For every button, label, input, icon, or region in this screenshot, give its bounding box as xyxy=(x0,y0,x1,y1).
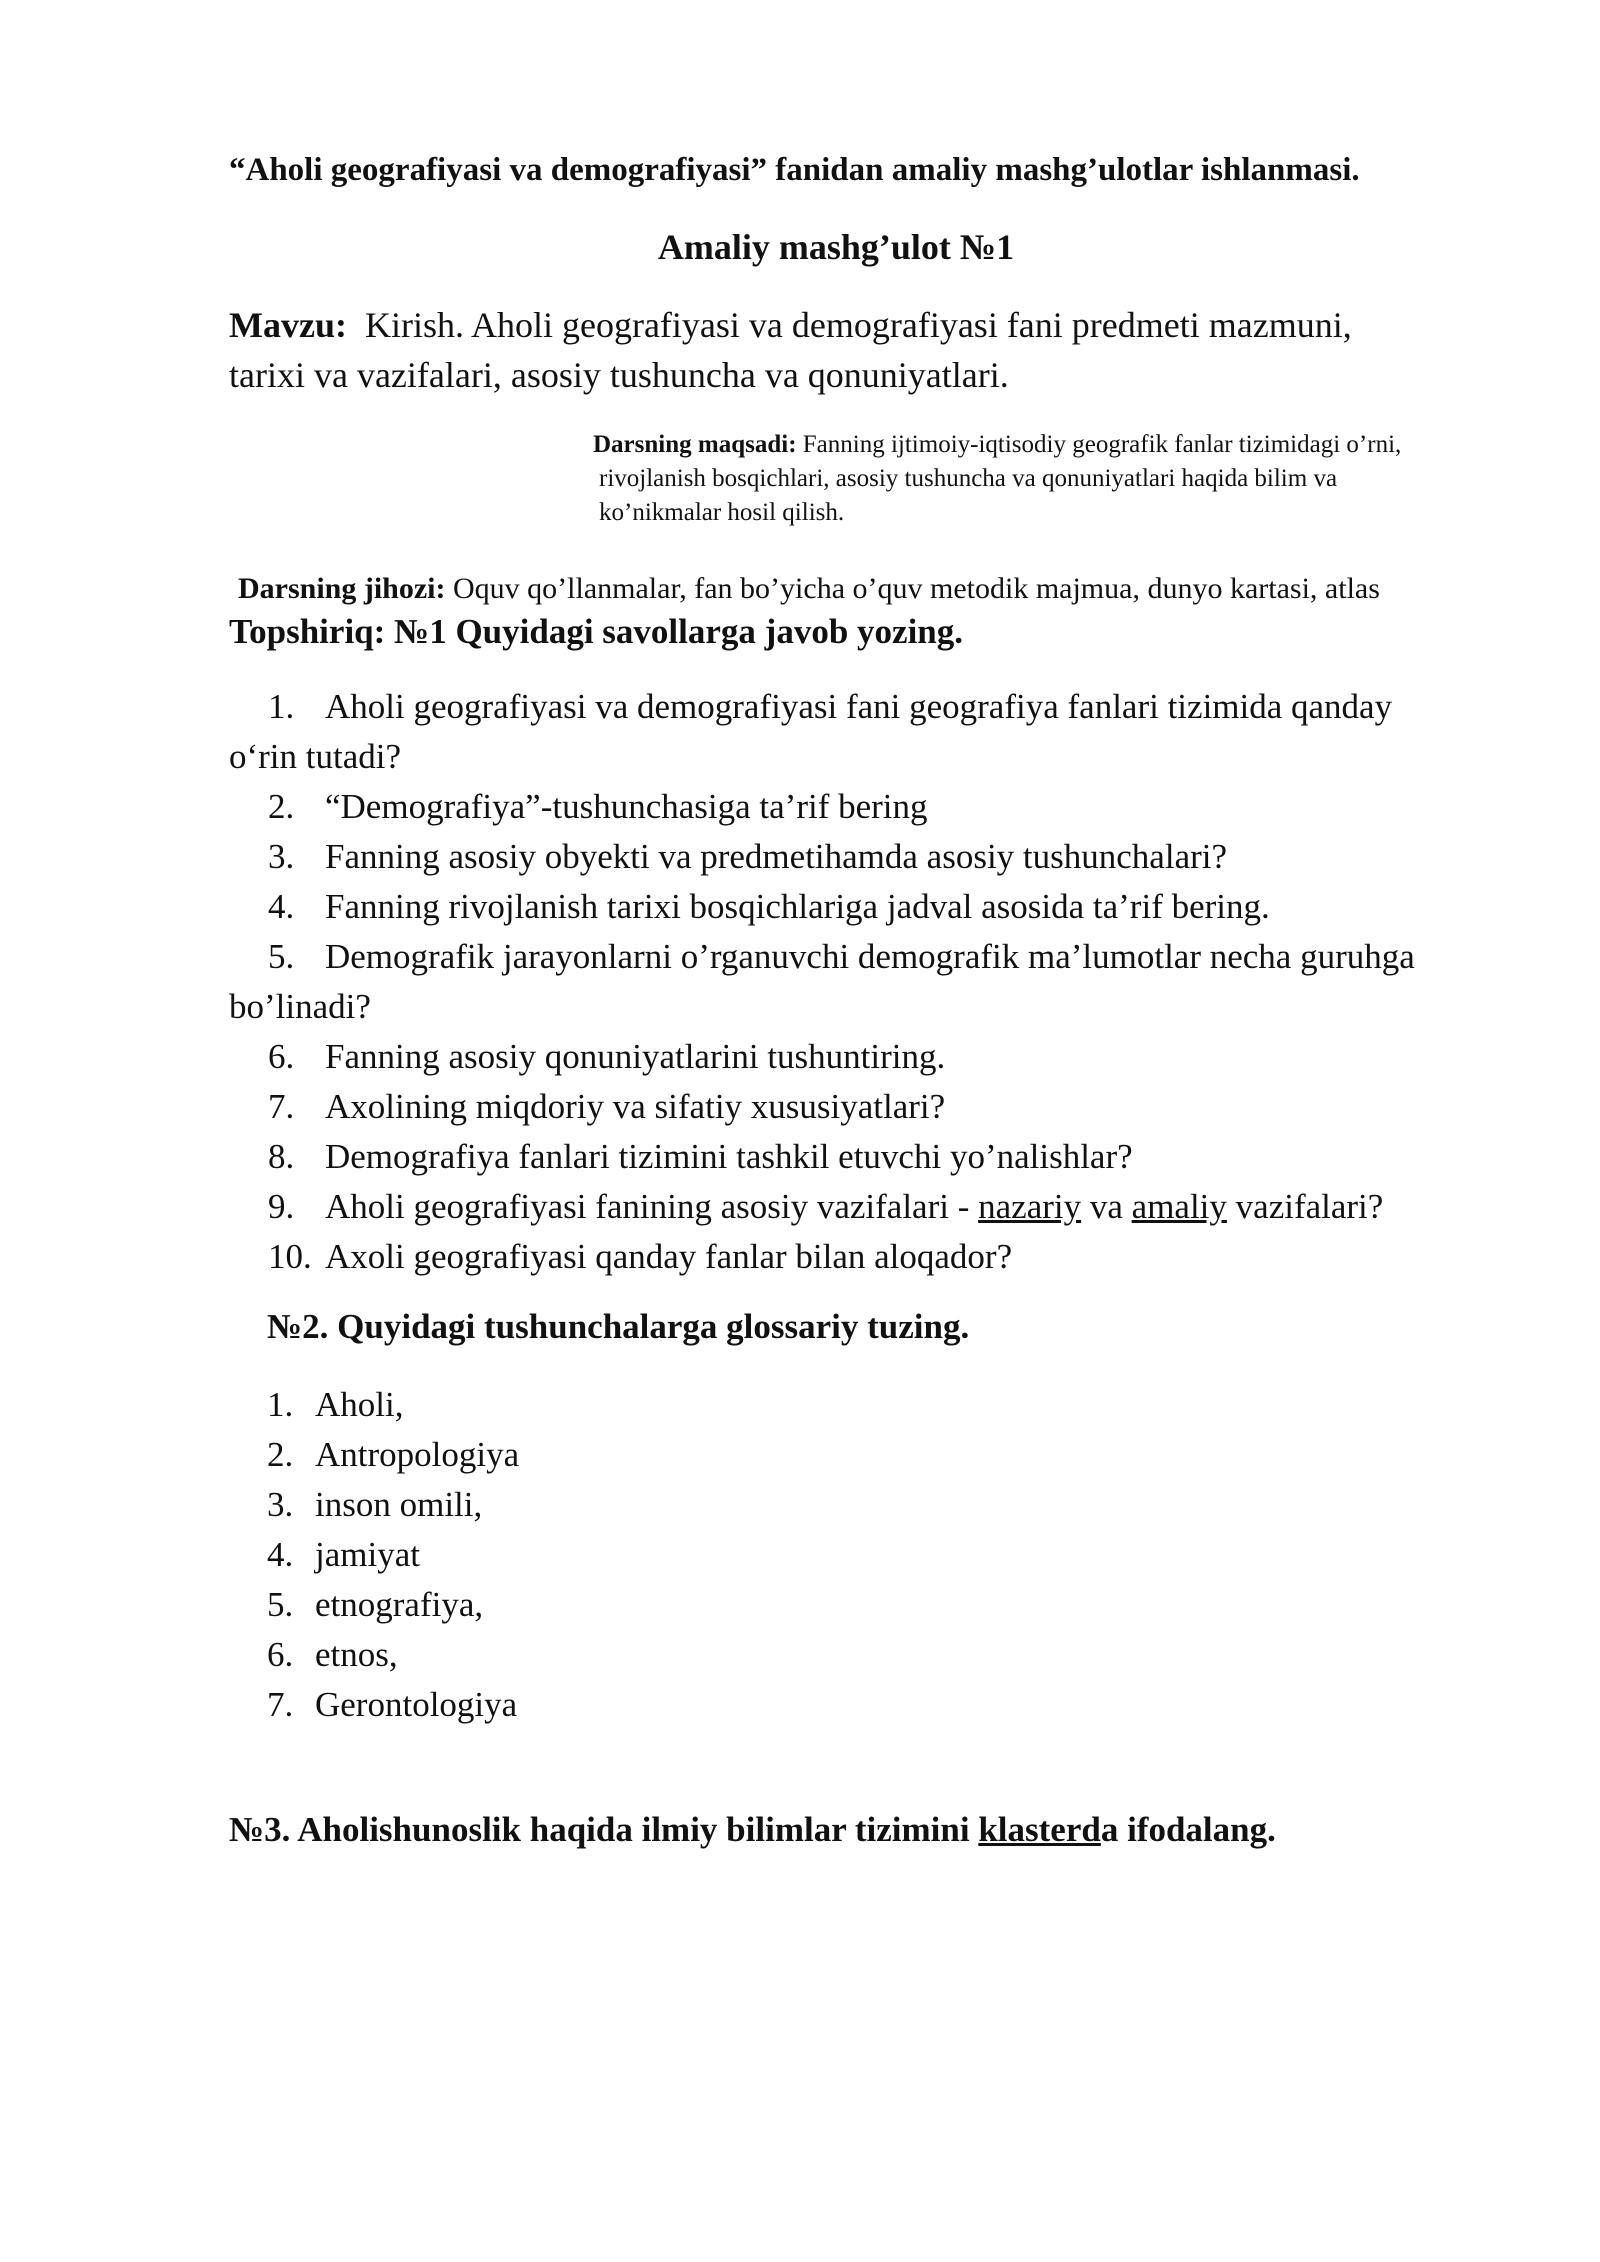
question-text-pre: Aholi geografiyasi fanining asosiy vazifalari - xyxy=(325,1187,979,1226)
glossary-number: 2. xyxy=(267,1435,294,1474)
glossary-item xyxy=(267,1530,519,1580)
glossary-item xyxy=(267,1580,519,1630)
question-text: Axolining miqdoriy va sifatiy xususiyatlari? xyxy=(325,1087,946,1126)
glossary-term: etnografiya, xyxy=(315,1585,484,1624)
goal-text-2: rivojlanish bosqichlari, asosiy tushuncha va qonuniyatlari haqida bilim va xyxy=(599,465,1338,492)
glossary-list xyxy=(267,1380,519,1730)
topic-label: Mavzu: xyxy=(229,305,347,345)
document-header-title: “Aholi geografiyasi va demografiyasi” fanidan amaliy mashg’ulotlar ishlanmasi. xyxy=(229,152,1360,188)
question-text: Aholi geografiyasi va demografiyasi fani geografiya fanlari tizimida qanday xyxy=(325,687,1393,726)
question-number: 4. xyxy=(268,887,295,926)
glossary-number: 6. xyxy=(267,1635,294,1674)
topic-text-1: Kirish. Aholi geografiyasi va demografiyasi fani predmeti mazmuni, xyxy=(364,305,1352,345)
question-number: 6. xyxy=(268,1037,295,1076)
question-number: 10. xyxy=(268,1237,312,1276)
question-text: Demografiya fanlari tizimini tashkil etuvchi yo’nalishlar? xyxy=(325,1137,1133,1176)
question-text-cont: bo’linadi? xyxy=(229,987,371,1026)
topic-text-2: tarixi va vazifalari, asosiy tushuncha va qonuniyatlari. xyxy=(229,355,1009,395)
glossary-item xyxy=(267,1380,519,1430)
glossary-item xyxy=(267,1430,519,1480)
question-number: 3. xyxy=(268,837,295,876)
equipment-text: Oquv qo’llanmalar, fan bo’yicha o’quv metodik majmua, dunyo kartasi, atlas xyxy=(453,572,1380,605)
equipment-line xyxy=(238,572,1380,606)
glossary-term: inson omili, xyxy=(315,1485,483,1524)
question-number: 2. xyxy=(268,787,295,826)
question-text: Demografik jarayonlarni o’rganuvchi demografik ma’lumotlar necha guruhga xyxy=(325,937,1415,976)
task2-heading: №2. Quyidagi tushunchalarga glossariy tuzing. xyxy=(267,1307,970,1346)
goal-block xyxy=(593,428,1401,530)
question-item xyxy=(229,882,1559,932)
question-item xyxy=(229,1132,1559,1182)
glossary-item xyxy=(267,1480,519,1530)
glossary-number: 1. xyxy=(267,1385,294,1424)
question-number: 7. xyxy=(268,1087,295,1126)
question-item xyxy=(229,1182,1559,1232)
topic-block xyxy=(229,300,1352,400)
topic-line-1 xyxy=(229,300,1352,350)
glossary-number: 4. xyxy=(267,1535,294,1574)
question-item xyxy=(229,782,1559,832)
goal-label: Darsning maqsadi: xyxy=(593,431,797,458)
question-number: 8. xyxy=(268,1137,295,1176)
question-number: 5. xyxy=(268,937,295,976)
question-number: 1. xyxy=(268,687,295,726)
glossary-number: 3. xyxy=(267,1485,294,1524)
glossary-item xyxy=(267,1680,519,1730)
glossary-term: jamiyat xyxy=(315,1535,420,1574)
question-text-post: vazifalari? xyxy=(1226,1187,1384,1226)
goal-text-3: ko’nikmalar hosil qilish. xyxy=(599,499,845,526)
question-text: Fanning asosiy obyekti va predmetihamda asosiy tushunchalari? xyxy=(325,837,1228,876)
question-text: Fanning rivojlanish tarixi bosqichlariga jadval asosida ta’rif bering. xyxy=(325,887,1270,926)
goal-line-1 xyxy=(593,428,1401,462)
lesson-title: Amaliy mashg’ulot №1 xyxy=(657,227,1015,267)
goal-text-1: Fanning ijtimoiy-iqtisodiy geografik fanlar tizimidagi o’rni, xyxy=(802,431,1402,458)
question-text: Fanning asosiy qonuniyatlarini tushuntiring. xyxy=(325,1037,946,1076)
underlined-term-amaliy: amaliy xyxy=(1131,1187,1227,1226)
question-list xyxy=(229,682,1559,1282)
glossary-term: Antropologiya xyxy=(315,1435,520,1474)
glossary-item xyxy=(267,1630,519,1680)
question-text-cont: o‘rin tutadi? xyxy=(229,737,402,776)
question-text-mid: va xyxy=(1081,1187,1132,1226)
glossary-number: 5. xyxy=(267,1585,294,1624)
question-text: Axoli geografiyasi qanday fanlar bilan aloqador? xyxy=(325,1237,1013,1276)
question-item xyxy=(229,1232,1559,1282)
question-item xyxy=(229,1082,1559,1132)
task3-text-post: a ifodalang. xyxy=(1100,1810,1276,1849)
question-item xyxy=(229,682,1559,782)
glossary-term: etnos, xyxy=(315,1635,398,1674)
underlined-term-nazariy: nazariy xyxy=(978,1187,1082,1226)
glossary-number: 7. xyxy=(267,1685,294,1724)
glossary-term: Gerontologiya xyxy=(315,1685,518,1724)
question-item xyxy=(229,932,1559,1032)
question-number: 9. xyxy=(268,1187,295,1226)
underlined-term-klasterd: klasterd xyxy=(978,1810,1101,1849)
glossary-term: Aholi, xyxy=(315,1385,404,1424)
question-item xyxy=(229,832,1559,882)
task1-heading: Topshiriq: №1 Quyidagi savollarga javob yozing. xyxy=(229,612,964,651)
task3-text-pre: №3. Aholishunoslik haqida ilmiy bilimlar tizimini xyxy=(229,1810,979,1849)
task3-heading xyxy=(229,1810,1276,1850)
question-item xyxy=(229,1032,1559,1082)
question-text: “Demografiya”-tushunchasiga ta’rif bering xyxy=(325,787,928,826)
equipment-label: Darsning jihozi: xyxy=(238,572,446,605)
